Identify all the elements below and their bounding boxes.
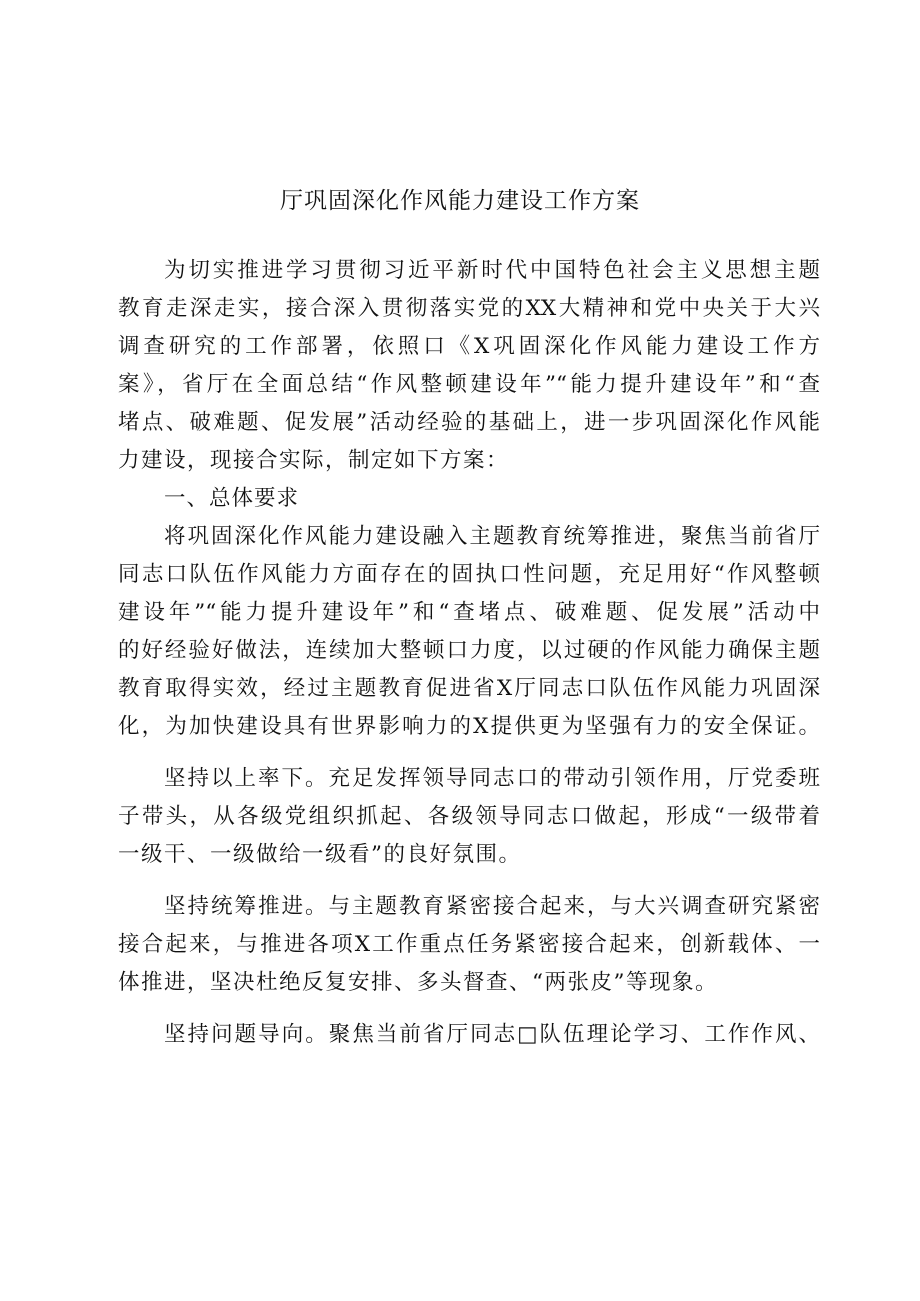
paragraph-line: 力建设，现接合实际，制定如下方案：: [118, 448, 510, 473]
paragraph-intro: [118, 252, 820, 480]
document-body: [118, 252, 820, 1054]
paragraph-spacer: [118, 1002, 820, 1016]
paragraph-line: 体推进，坚决杜绝反复安排、多头督查、“两张皮”等现象。: [118, 970, 718, 995]
paragraph-overall-requirements: [118, 518, 820, 746]
section-heading: 一、总体要求: [164, 486, 300, 511]
paragraph-coordinated-advance: [118, 888, 820, 1002]
paragraph-line: 调查研究的工作部署，依照口《X巩固深化作风能力建设工作方: [118, 334, 820, 359]
paragraph-line: 将巩固深化作风能力建设融入主题教育统筹推进，聚焦当前省厅: [164, 524, 820, 549]
paragraph-line: 坚持以上率下。充足发挥领导同志口的带动引领作用，厅党委班: [164, 766, 820, 791]
paragraph-line: 的好经验好做法，连续加大整顿口力度，以过硬的作风能力确保主题: [118, 638, 820, 663]
paragraph-line: 化，为加快建设具有世界影响力的X提供更为坚强有力的安全保证。: [118, 714, 820, 739]
paragraph-line: 为切实推进学习贯彻习近平新时代中国特色社会主义思想主题: [164, 258, 820, 283]
paragraph-spacer: [118, 874, 820, 888]
paragraph-line: 同志口队伍作风能力方面存在的固执口性问题，充足用好“作风整顿: [118, 562, 820, 587]
paragraph-line: 建设年”“能力提升建设年”和“查堵点、破难题、促发展”活动中: [118, 600, 820, 625]
paragraph-problem-oriented: [118, 1016, 820, 1054]
paragraph-line: 教育走深走实，接合深入贯彻落实党的XX大精神和党中央关于大兴: [118, 296, 820, 321]
paragraph-line: 教育取得实效，经过主题教育促进省X厅同志口队伍作风能力巩固深: [118, 676, 820, 701]
paragraph-spacer: [118, 746, 820, 760]
paragraph-line: 一级干、一级做给一级看”的良好氛围。: [118, 842, 522, 867]
paragraph-line: 坚持统筹推进。与主题教育紧密接合起来，与大兴调查研究紧密: [164, 894, 820, 919]
document-title: 厅巩固深化作风能力建设工作方案: [280, 188, 640, 214]
paragraph-lead-by-example: [118, 760, 820, 874]
paragraph-line: 坚持问题导向。聚焦当前省厅同志□队伍理论学习、工作作风、: [164, 1022, 820, 1047]
paragraph-line: 子带头，从各级党组织抓起、各级领导同志口做起，形成“一级带着: [118, 804, 820, 829]
paragraph-line: 接合起来，与推进各项X工作重点任务紧密接合起来，创新载体、一: [118, 932, 820, 957]
paragraph-line: 案》，省厅在全面总结“作风整顿建设年”“能力提升建设年”和“查: [118, 372, 820, 397]
paragraph-line: 堵点、破难题、促发展”活动经验的基础上，进一步巩固深化作风能: [118, 410, 820, 435]
